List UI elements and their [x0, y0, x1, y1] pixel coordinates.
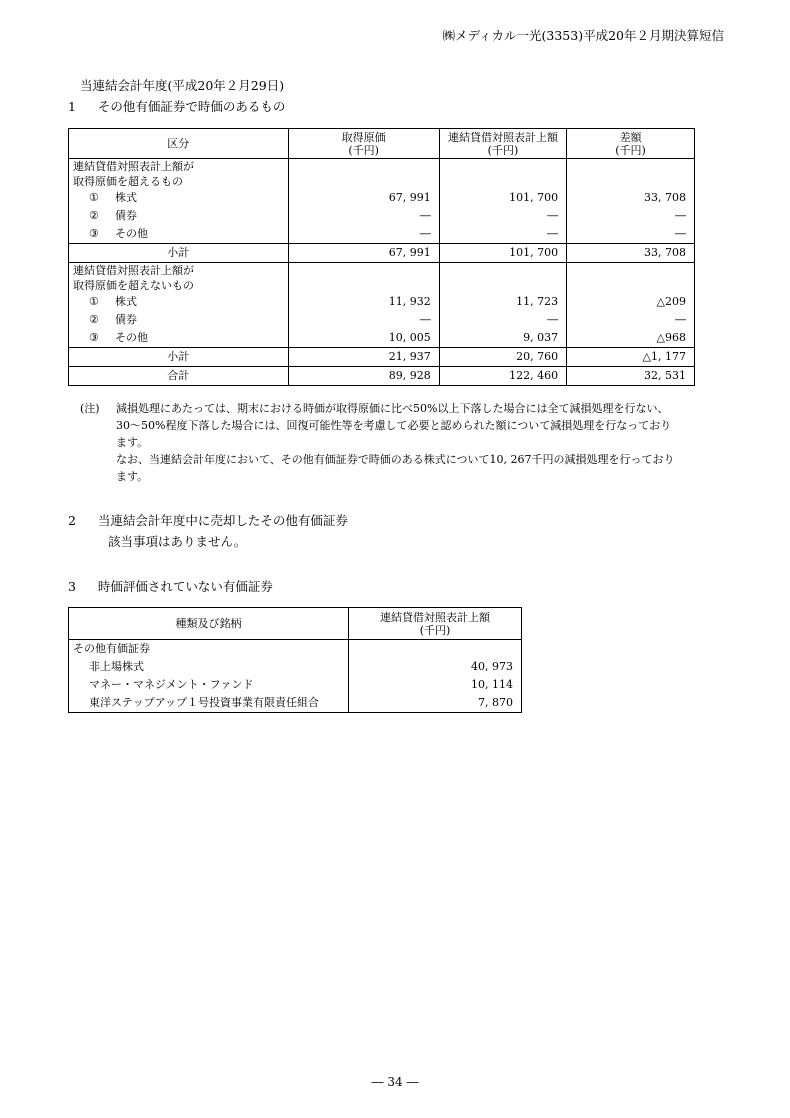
section-3-heading	[68, 577, 273, 595]
table-row-label: ② 債券	[89, 209, 137, 222]
group-1-labels	[69, 159, 289, 244]
header-difference: 差額 (千円)	[567, 129, 695, 159]
header-type: 種類及び銘柄	[69, 608, 349, 640]
section-2-title: 当連結会計年度中に売却したその他有価証券	[97, 513, 348, 528]
table-header-row	[69, 608, 522, 640]
group-1-book-column: 101, 700 ― ―	[439, 159, 566, 244]
header-book-value: 連結貸借対照表計上額 (千円)	[349, 608, 522, 640]
table-row-label: ③ その他	[89, 331, 148, 344]
table-row-label: ① 株式	[89, 191, 137, 204]
section-1-number: 1	[68, 99, 76, 114]
section-2-number: 2	[68, 513, 76, 528]
table-row-label: ③ その他	[89, 227, 148, 240]
section-1-heading	[68, 97, 285, 115]
group-2-title-line1: 連結貸借対照表計上額が	[73, 264, 194, 277]
group-2-cost-column: 11, 932 ― 10, 005	[288, 263, 439, 348]
group-1-subtotal-row: 小計 67, 991 101, 700 33, 708	[69, 244, 695, 263]
group-2-diff-column: △209 ― △968	[567, 263, 695, 348]
period-label: 当連結会計年度(平成20年２月29日)	[80, 78, 285, 93]
table3-labels	[69, 640, 349, 713]
section-3-title: 時価評価されていない有価証券	[97, 579, 273, 594]
group-2-subtotal-row: 小計 21, 937 20, 760 △1, 177	[69, 348, 695, 367]
group-2-title-line2: 取得原価を超えないもの	[73, 279, 194, 292]
table3-body	[69, 640, 522, 713]
section-2-heading	[68, 511, 348, 529]
note-body: 減損処理にあたっては、期末における時価が取得原価に比べ50%以上下落した場合には全て減損処理を行ない、 30～50%程度下落した場合には、回復可能性等を考慮して必要と認められた額について減損処理を行なっており ます。 なお、当連結会計年度において、その他有価証券で時価のある株式について10, 267千円の減損処理を行っており ます。	[116, 402, 675, 483]
table-row-label: ① 株式	[89, 295, 137, 308]
group-2-labels	[69, 263, 289, 348]
total-row: 合計 89, 928 122, 460 32, 531	[69, 367, 695, 386]
group-1-body	[69, 159, 695, 244]
group-1-cost-column: 67, 991 ― ―	[288, 159, 439, 244]
header-category: 区分	[69, 129, 289, 159]
group-1-title-line1: 連結貸借対照表計上額が	[73, 160, 194, 173]
group-2-book-column: 11, 723 ― 9, 037	[439, 263, 566, 348]
table-row-label: ② 債券	[89, 313, 137, 326]
table3-values: 40, 973 10, 114 7, 870	[349, 640, 522, 713]
table-row-label: 非上場株式	[89, 660, 144, 673]
header-cost: 取得原価 (千円)	[288, 129, 439, 159]
document-header: ㈱メディカル一光(3353)平成20年２月期決算短信	[442, 28, 724, 43]
group-2-body	[69, 263, 695, 348]
table-row-label: マネー・マネジメント・ファンド	[89, 678, 254, 691]
group-1-title-line2: 取得原価を超えるもの	[73, 175, 183, 188]
group-1-diff-column: 33, 708 ― ―	[567, 159, 695, 244]
section-2-body: 該当事項はありません。	[108, 534, 247, 549]
table-row-label: 東洋ステップアップ１号投資事業有限責任組合	[89, 696, 320, 709]
header-book-value: 連結貸借対照表計上額 (千円)	[439, 129, 566, 159]
page-number: ― 34 ―	[371, 1075, 419, 1089]
group-title: その他有価証券	[73, 642, 150, 655]
available-for-sale-securities-table	[68, 128, 695, 386]
table-header-row	[69, 129, 695, 159]
section-1-title: その他有価証券で時価のあるもの	[97, 99, 286, 114]
note-mark: (注)	[80, 402, 100, 415]
section-3-number: 3	[68, 579, 76, 594]
unlisted-securities-table	[68, 607, 522, 713]
